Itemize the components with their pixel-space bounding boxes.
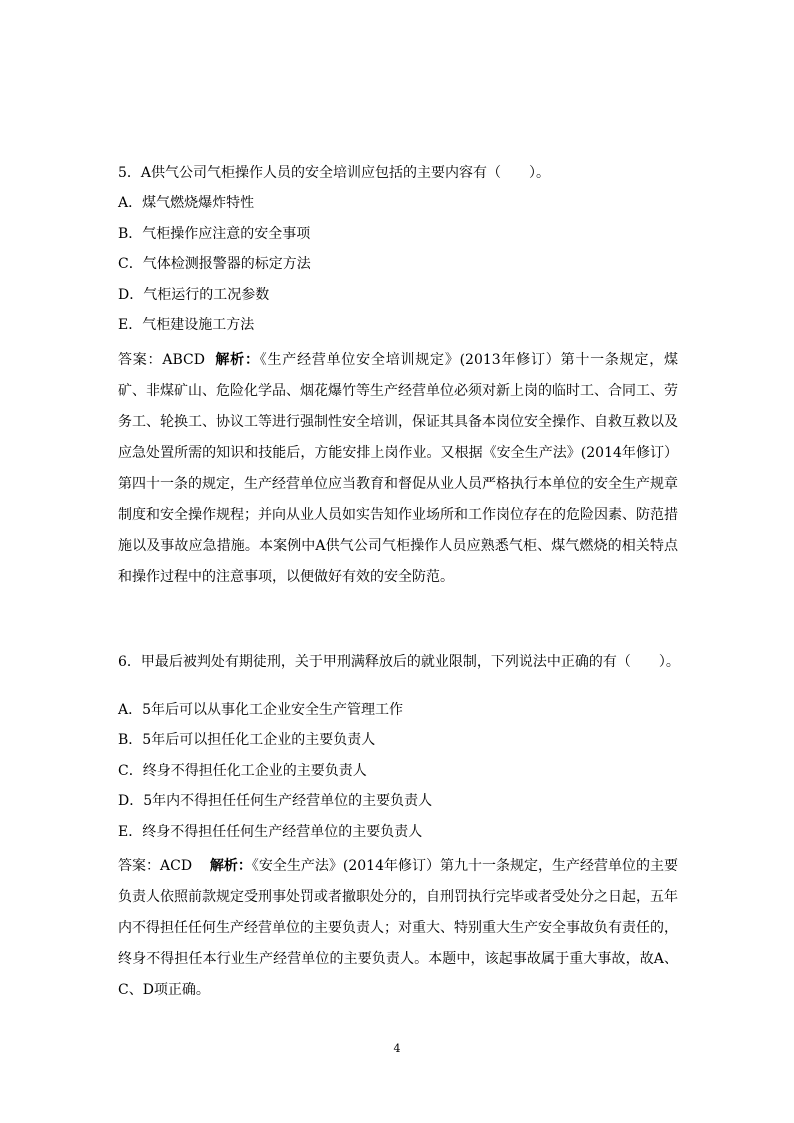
question-block-5 [118, 162, 678, 593]
answer-label: 答案：ABCD [118, 351, 205, 368]
question-title: 5．A供气公司气柜操作人员的安全培训应包括的主要内容有（ ）。 [118, 165, 551, 181]
spacer [118, 593, 678, 651]
option-d: D．5年内不得担任任何生产经营单位的主要负责人 [118, 793, 433, 809]
answer-label: 答案：ACD [118, 858, 193, 874]
option-a: A．煤气燃烧爆炸特性 [118, 195, 255, 211]
option-e: E．气柜建设施工方法 [118, 317, 255, 333]
answer-analysis [118, 345, 678, 593]
option-c: C．终身不得担任化工企业的主要负责人 [118, 762, 367, 779]
page-content [118, 162, 678, 1006]
analysis-text: 《安全生产法》(2014年修订）第九十一条规定，生产经营单位的主要负责人依照前款规定受刑事处罚或者撤职处分的，自刑罚执行完毕或者受处分之日起，五年内不得担任任何生产经营单位的主要负责人；对重大、特别重大生产安全事故负有责任的，终身不得担任本行业生产经营单位的主要负责人。本题中，该起事故属于重大事故，故A、C、D项正确。 [118, 858, 679, 998]
question-block-6 [118, 651, 678, 1007]
option-c: C．气体检测报警器的标定方法 [118, 256, 311, 272]
analysis-label: 解析： [209, 858, 252, 874]
option-a: A．5年后可以从事化工企业安全生产管理工作 [118, 701, 404, 718]
analysis-label: 解析： [215, 351, 260, 368]
page-number: 4 [393, 1042, 401, 1055]
option-b: B．气柜操作应注意的安全事项 [118, 225, 311, 242]
question-title: 6．甲最后被判处有期徒刑，关于甲刑满释放后的就业限制，下列说法中正确的有（ ）。 [118, 653, 680, 670]
option-b: B．5年后可以担任化工企业的主要负责人 [118, 732, 376, 748]
spacer [118, 681, 678, 699]
option-e: E．终身不得担任任何生产经营单位的主要负责人 [118, 823, 423, 840]
answer-analysis [118, 851, 678, 1006]
analysis-text: 《生产经营单位安全培训规定》(2013年修订）第十一条规定，煤矿、非煤矿山、危险化学品、烟花爆竹等生产经营单位必须对新上岗的临时工、合同工、劳务工、轮换工、协议工等进行强制性安全培训，保证其具备本岗位安全操作、自救互救以及应急处置所需的知识和技能后，方能安排上岗作业。又根据《安全生产法》(2014年修订）第四十一条的规定，生产经营单位应当教育和督促从业人员严格执行本单位的安全生产规章制度和安全操作规程；并向从业人员如实告知作业场所和工作岗位存在的危险因素、防范措施以及事故应急措施。本案例中A供气公司气柜操作人员应熟悉气柜、煤气燃烧的相关特点和操作过程中的注意事项，以便做好有效的安全防范。 [118, 351, 679, 585]
option-d: D．气柜运行的工况参数 [118, 286, 270, 303]
